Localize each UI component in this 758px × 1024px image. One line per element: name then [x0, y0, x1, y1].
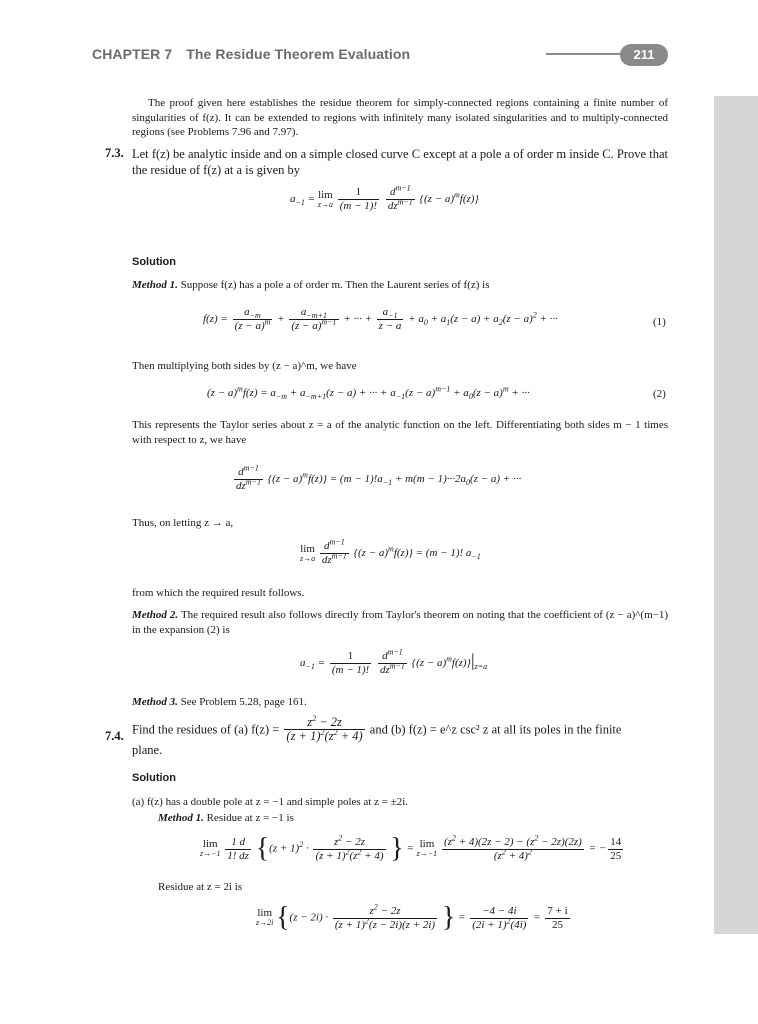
method2-paragraph — [132, 608, 668, 637]
taylor-paragraph: This represents the Taylor series about z = a of the analytic function on the left. Differentiating both sides m − 1 times with respect to z, we have — [132, 419, 668, 446]
method-text: Suppose f(z) has a pole a of order m. Then the Laurent series of f(z) is — [180, 279, 490, 291]
result-denominator: 25 — [552, 918, 563, 931]
thus-text: Thus, on letting z → a, — [132, 517, 234, 529]
multiply-text: Then multiplying both sides by (z − a)^m, we have — [132, 360, 357, 372]
result-numerator: 14 — [610, 835, 622, 848]
method-text: Residue at z = −1 is — [206, 812, 294, 824]
residue-2i-text: Residue at z = 2i is — [158, 881, 243, 893]
equation-label: (2) — [653, 388, 666, 400]
multiplied-series: $(z - a)^mf(z) = a_{-m} + a_{-m+1}(z - a)$ + ··· + $a_{-1}(z - a)^{m-1} + a_0(z - a)^m$ + ··· — [207, 384, 530, 402]
problem-number: 7.4. — [105, 729, 124, 743]
running-header — [92, 46, 410, 62]
statement-part-b: and (b) f(z) = e^z csc² z at all its poles in the finite — [369, 722, 622, 737]
residue-minus-one-equation: lim z→−1 $\frac{1 d}{1! dz}$ {$(z + 1)^2$ · $\frac{z^2 - 2z}{(z + 1)^2(z^2 + 4)}$ } = lim z→−1 $\frac{(z^2 + 4)(2z - 2) - (z^2 - 2z)(2z)}{(z^2 + 4)^2}$ = − $\frac{14}{25}$ — [200, 832, 622, 864]
residue-formula: $a_{-1} = \lim$ z→a $\frac{1}{(m - 1)!}$ $\frac{d^{m-1}}{dz^{m-1}}$ $\{(z - a)^mf(z)\}$ — [290, 183, 479, 212]
residue-2i-equation: lim z→2i {(z − 2i) · $\frac{z^2 - 2z}{(z + 1)^2(z - 2i)(z + 2i)}$ } = $\frac{-4 - 4i}{(2i + 1)^2(4i)}$ = $\frac{7 + i}{25}$ — [256, 901, 568, 933]
coefficient-equation: $a_{-1}$ = $\frac{1}{(m - 1)!}$ $\frac{d^{m-1}}{dz^{m-1}}$ $\{(z - a)^mf(z)\}|_{z=a}$ — [300, 647, 488, 676]
statement-part-a: Find the residues of (a) f(z) = — [132, 722, 280, 737]
method-text: The required result also follows directly from Taylor's theorem on noting that the coefficient of (z − a)^(m−1) in the expansion (2) is — [132, 609, 668, 636]
method1-paragraph — [132, 278, 490, 293]
problem-statement: Find the residues of (a) f(z) = $\frac{z^2 - 2z}{(z + 1)^2(z^2 + 4)}$ and (b) f(z) = e^z csc² z at all its poles in the finite — [132, 713, 622, 743]
page-margin-tab — [714, 96, 758, 934]
solution-heading: Solution — [132, 772, 176, 784]
result-denominator: 25 — [610, 849, 622, 862]
chapter-label: CHAPTER 7 — [92, 46, 173, 62]
problem-statement: Let f(z) be analytic inside and on a simple closed curve C except at a pole a of order m inside C. Prove that the residue of f(z) at a is given by — [132, 147, 668, 177]
problem-number: 7.3. — [105, 146, 124, 160]
laurent-series: f(z) = $\frac{a_{-m}}{(z - a)^m}$ + $\frac{a_{-m+1}}{(z - a)^{m-1}}$ + ··· + $\frac{a_{-1}}{z - a}$ + $a_0 + a_1(z - a) + a_2(z - a)^2$ + ··· — [203, 306, 558, 332]
method-label: Method 1. — [158, 812, 204, 824]
solution-heading: Solution — [132, 256, 176, 268]
intro-paragraph: The proof given here establishes the residue theorem for simply-connected regions containing a finite number of singularities of f(z). It can be extended to regions with infinitely many isolated singularities and to multiply-connected regions (see Problems 7.96 and 7.97). — [132, 97, 668, 138]
method-label: Method 2. — [132, 609, 179, 621]
from-text: from which the required result follows. — [132, 587, 305, 599]
part-a-text: (a) f(z) has a double pole at z = −1 and simple poles at z = ±2i. — [132, 796, 409, 808]
limit-equation: lim z→a $\frac{d^{m-1}}{dz^{m-1}}$ $\{(z - a)^mf(z)\} = (m - 1)$! $a_{-1}$ — [300, 537, 481, 566]
method3-paragraph — [132, 695, 307, 710]
derivative-equation: $\frac{d^{m-1}}{dz^{m-1}}$ $\{(z - a)^mf(z)\} = (m - 1)!a_{-1} + m(m - 1)\cdot\cdot\cdot 2a_0(z - a)$ + ··· — [236, 463, 522, 492]
page-number: 211 — [620, 44, 668, 66]
equation-label: (1) — [653, 316, 666, 328]
method-text: See Problem 5.28, page 161. — [180, 696, 307, 708]
result-numerator: 7 + i — [547, 904, 568, 917]
method1-paragraph — [158, 811, 294, 826]
statement-part-c: plane. — [132, 743, 163, 757]
chapter-title: The Residue Theorem Evaluation — [186, 46, 411, 62]
method-label: Method 1. — [132, 279, 178, 291]
method-label: Method 3. — [132, 696, 178, 708]
